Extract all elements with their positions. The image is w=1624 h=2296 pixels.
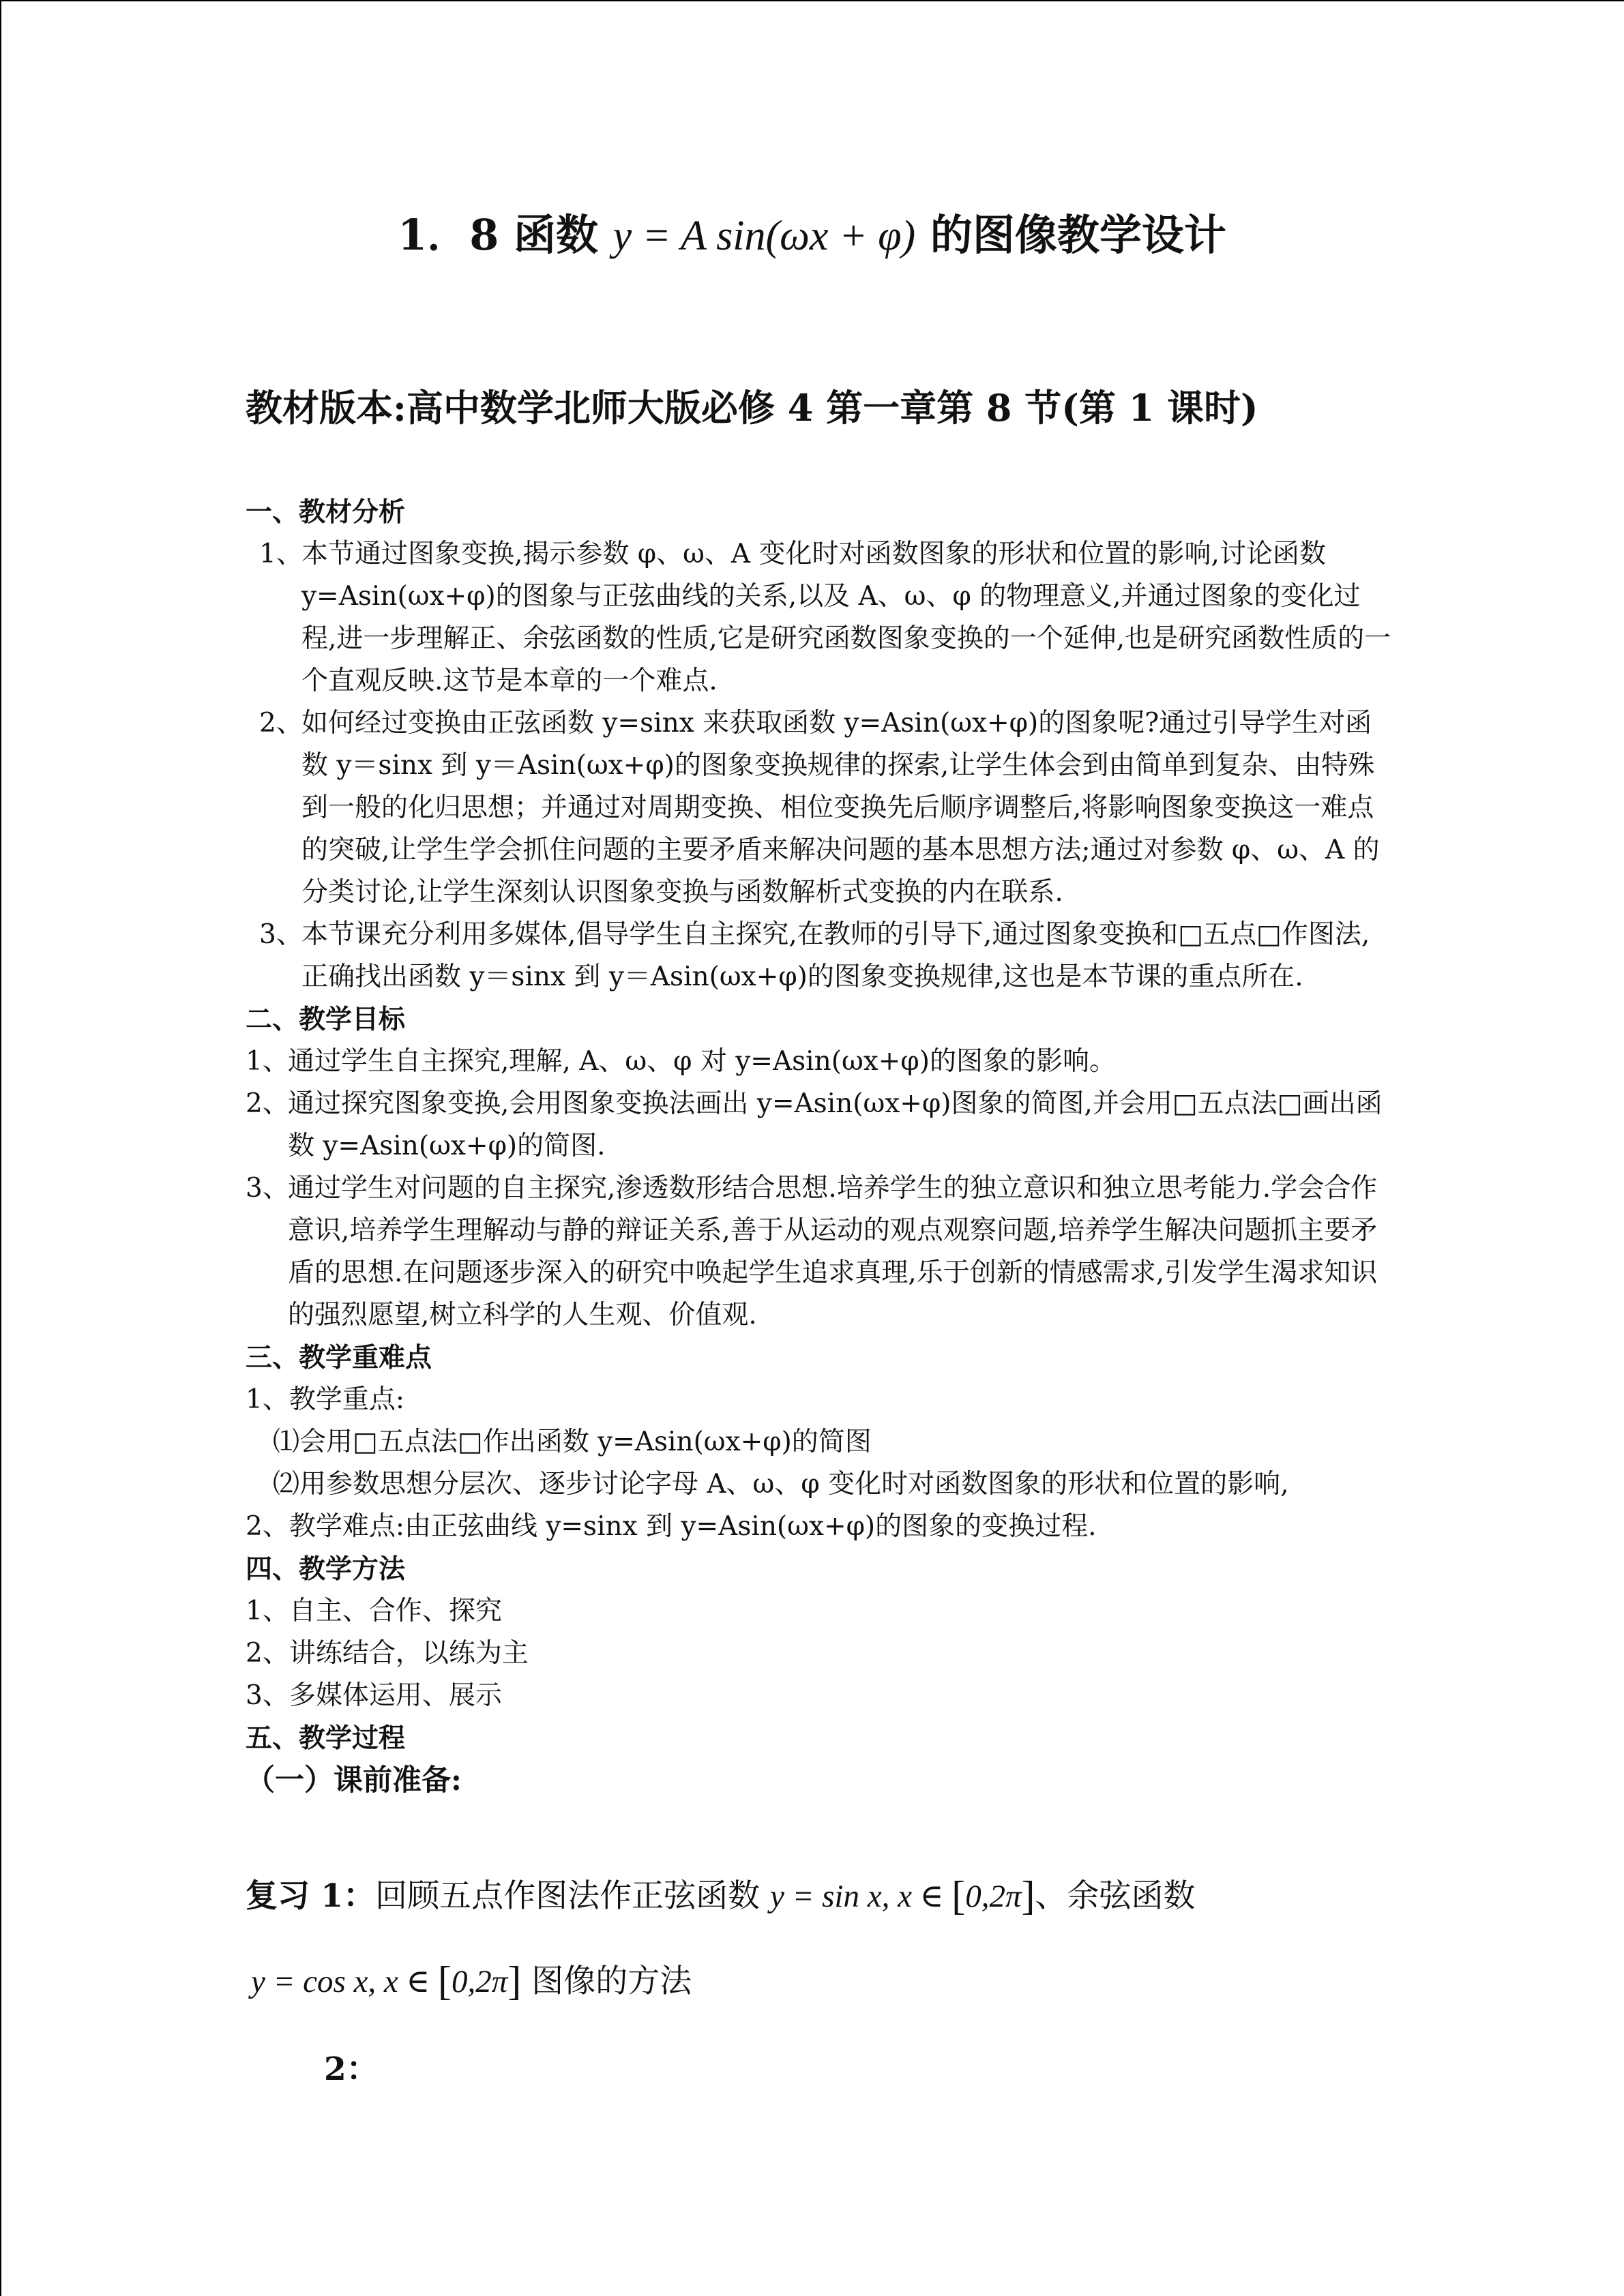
objective-item — [246, 1041, 1391, 1083]
section-heading-methods: 四、教学方法 — [246, 1553, 406, 1585]
cosine-formula: y = cos x, x ∈ — [251, 1964, 438, 1999]
item-number: 2、 — [259, 708, 303, 739]
analysis-item — [246, 702, 1391, 914]
review-tail-1: 、余弦函数 — [1035, 1877, 1196, 1915]
item-number: 1、 — [246, 1046, 289, 1077]
section-heading-key-points: 三、教学重难点 — [246, 1342, 432, 1373]
document-title — [0, 205, 1624, 267]
sine-formula: y = sin x, x ∈ — [770, 1879, 952, 1914]
right-bracket-icon: ] — [507, 1958, 522, 2003]
review-label-1: 复习 1： — [246, 1877, 376, 1915]
method-item: 2、讲练结合，以练为主 — [246, 1638, 529, 1669]
item-number: 3、 — [259, 919, 303, 950]
left-bracket-icon: [ — [438, 1958, 452, 2003]
item-number: 1、 — [259, 539, 303, 569]
subsection-heading-preparation: （一）课前准备: — [246, 1763, 462, 1798]
review-1-cont-line — [251, 1957, 692, 2006]
sine-interval: 0,2π — [965, 1879, 1022, 1914]
section-heading-analysis: 一、教材分析 — [246, 496, 406, 528]
method-item: 1、自主、合作、探究 — [246, 1596, 502, 1626]
review-tail-2: 图像的方法 — [521, 1963, 692, 2000]
review-text-1: 回顾五点作图法作正弦函数 — [375, 1877, 761, 1915]
analysis-item — [246, 914, 1391, 998]
review-2-line — [324, 2046, 379, 2093]
right-bracket-icon: ] — [1021, 1873, 1035, 1918]
item-text: 通过学生自主探究,理解, A、ω、φ 对 y=Asin(ωx+φ)的图象的影响。 — [288, 1046, 1116, 1077]
textbook-version: 教材版本:高中数学北师大版必修 4 第一章第 8 节(第 1 课时) — [246, 386, 1258, 430]
title-formula: y = A sin(ωx + φ) — [612, 213, 916, 259]
focus-item: ⑵用参数思想分层次、逐步讨论字母 A、ω、φ 变化时对函数图象的形状和位置的影响, — [273, 1469, 1289, 1500]
item-text: 如何经过变换由正弦函数 y=sinx 来获取函数 y=Asin(ωx+φ)的图象呢?通过引导学生对函数 y＝sinx 到 y＝Asin(ωx+φ)的图象变换规律的探索,让学生体会到由简单到复杂、由特殊到一般的化归思想；并通过对周期变换、相位变换先后顺序调整后,将影响图象变换这一难点的突破,让学生学会抓住问题的主要矛盾来解决问题的基本思想方法;通过对参数 φ、ω、A 的分类讨论,让学生深刻认识图象变换与函数解析式变换的内在联系. — [301, 708, 1380, 908]
focus-label: 1、教学重点: — [246, 1384, 404, 1415]
objective-item — [246, 1167, 1391, 1337]
objective-item — [246, 1083, 1391, 1167]
section-heading-process: 五、教学过程 — [246, 1723, 406, 1754]
review-1-line — [246, 1872, 1196, 1920]
title-suffix: 的图像教学设计 — [930, 210, 1226, 260]
section-heading-objectives: 二、教学目标 — [246, 1004, 406, 1035]
review-label-2: 2： — [324, 2051, 379, 2088]
item-text: 本节通过图象变换,揭示参数 φ、ω、A 变化时对函数图象的形状和位置的影响,讨论函数 y=Asin(ωx+φ)的图象与正弦曲线的关系,以及 A、ω、φ 的物理意义,并通过图象的变化过程,进一步理解正、余弦函数的性质,它是研究函数图象变换的一个延伸,也是研究函数性质的一个直观反映.这节是本章的一个难点. — [301, 539, 1391, 696]
title-prefix: 1．8 函数 — [398, 210, 599, 260]
item-number: 2、 — [246, 1088, 289, 1119]
item-text: 通过学生对问题的自主探究,渗透数形结合思想.培养学生的独立意识和独立思考能力.学会合作意识,培养学生理解动与静的辩证关系,善于从运动的观点观察问题,培养学生解决问题抓主要矛盾的思想.在问题逐步深入的研究中唤起学生追求真理,乐于创新的情感需求,引发学生渴求知识的强烈愿望,树立科学的人生观、价值观. — [288, 1173, 1378, 1330]
difficulty-line: 2、教学难点:由正弦曲线 y=sinx 到 y=Asin(ωx+φ)的图象的变换过程. — [246, 1511, 1097, 1542]
left-bracket-icon: [ — [951, 1873, 966, 1918]
focus-item: ⑴会用□五点法□作出函数 y=Asin(ωx+φ)的简图 — [273, 1427, 872, 1457]
item-number: 3、 — [246, 1173, 289, 1204]
item-text: 本节课充分利用多媒体,倡导学生自主探究,在教师的引导下,通过图象变换和□五点□作图法,正确找出函数 y＝sinx 到 y＝Asin(ωx+φ)的图象变换规律,这也是本节课的重点所在. — [301, 919, 1370, 992]
analysis-item — [246, 533, 1391, 702]
cosine-interval: 0,2π — [451, 1964, 508, 1999]
item-text: 通过探究图象变换,会用图象变换法画出 y=Asin(ωx+φ)图象的简图,并会用□五点法□画出函数 y=Asin(ωx+φ)的简图. — [288, 1088, 1383, 1161]
method-item: 3、多媒体运用、展示 — [246, 1680, 502, 1711]
document-body — [246, 491, 1391, 1802]
